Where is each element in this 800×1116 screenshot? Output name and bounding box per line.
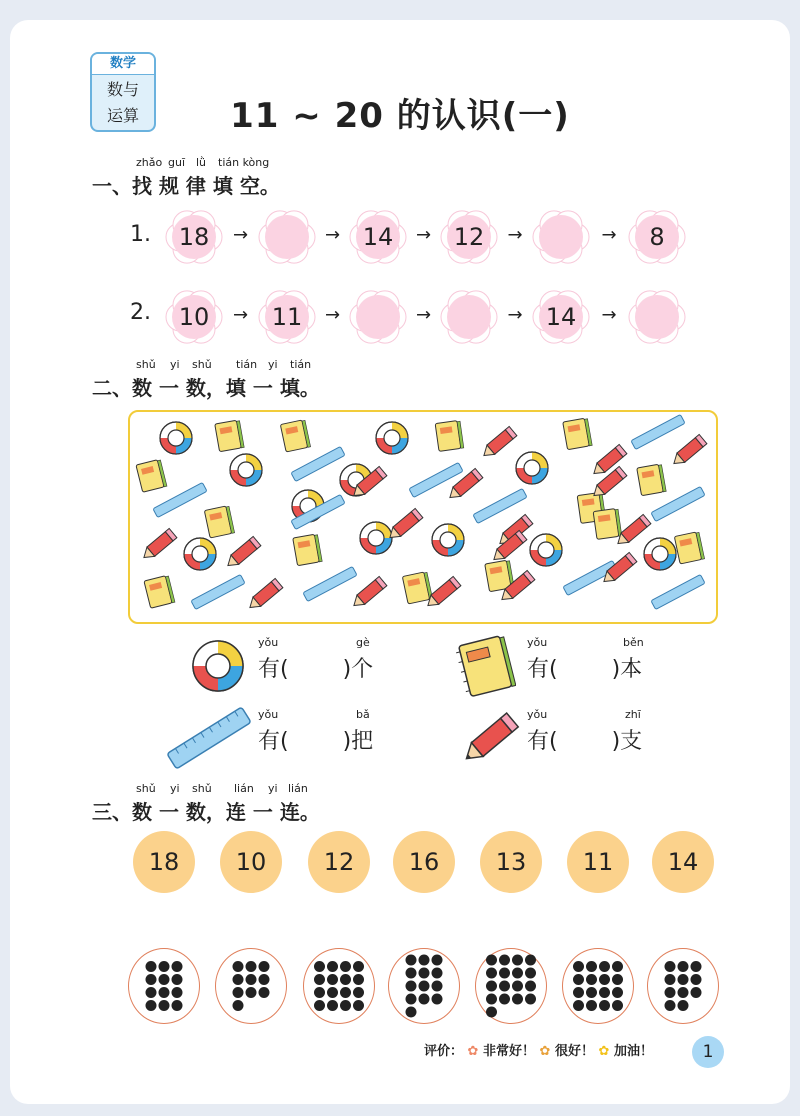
pinyin-you: yǒu xyxy=(258,636,279,649)
arrow-icon: → xyxy=(601,224,617,246)
pencil-icon xyxy=(670,434,707,468)
dot xyxy=(586,1000,597,1011)
dot xyxy=(512,968,523,979)
pencil-icon xyxy=(140,528,177,562)
notebook-icon xyxy=(293,534,322,566)
dot xyxy=(586,987,597,998)
dot-group[interactable] xyxy=(215,948,287,1024)
swim-ring-icon xyxy=(190,638,246,694)
dot xyxy=(525,968,536,979)
lion-icon: ✿ xyxy=(539,1044,551,1059)
ruler-icon xyxy=(651,574,705,609)
flower-number: 12 xyxy=(453,223,485,251)
notebook-icon xyxy=(637,464,666,496)
swim-ring-icon xyxy=(644,538,676,570)
dot xyxy=(353,974,364,985)
dot xyxy=(432,981,443,992)
dot xyxy=(419,981,430,992)
dot xyxy=(259,987,270,998)
swim-ring-icon xyxy=(376,422,408,454)
rating-keep-going[interactable]: 加油！ xyxy=(613,1044,653,1059)
number-circle[interactable]: 13 xyxy=(480,831,542,893)
dot xyxy=(259,974,270,985)
dot xyxy=(678,961,689,972)
dot xyxy=(573,974,584,985)
section2-pinyin-4: tián xyxy=(236,358,258,371)
dot xyxy=(573,961,584,972)
pinyin-ge: gè xyxy=(356,636,370,649)
objects-box xyxy=(128,410,718,624)
dot xyxy=(512,981,523,992)
count-prefix: 有( xyxy=(527,729,558,754)
dot xyxy=(691,987,702,998)
ruler-icon xyxy=(166,706,252,770)
dot xyxy=(353,961,364,972)
dot xyxy=(612,1000,623,1011)
count-prefix: 有( xyxy=(258,729,289,754)
dot xyxy=(314,1000,325,1011)
flower-number: 14 xyxy=(362,223,394,251)
dot xyxy=(327,1000,338,1011)
section2-pinyin-1: shǔ xyxy=(136,358,156,371)
number-circle[interactable]: 10 xyxy=(220,831,282,893)
pencil-icon xyxy=(460,708,522,768)
flower-cell[interactable] xyxy=(257,207,317,267)
notebook-icon xyxy=(136,459,167,492)
dot xyxy=(599,974,610,985)
flower-number: 14 xyxy=(545,303,577,331)
section1-pinyin-4: tián kòng xyxy=(218,156,270,169)
dot xyxy=(432,968,443,979)
ruler-icon xyxy=(191,574,245,609)
dot xyxy=(233,1000,244,1011)
flower-number: 18 xyxy=(178,223,210,251)
dot xyxy=(512,994,523,1005)
dot xyxy=(172,974,183,985)
rating-good[interactable]: 很好！ xyxy=(554,1044,594,1059)
dot xyxy=(599,961,610,972)
flower-cell[interactable] xyxy=(531,207,591,267)
notebook-icon xyxy=(593,508,622,539)
count-row-pencil xyxy=(527,708,643,755)
arrow-icon: → xyxy=(601,304,617,326)
dot xyxy=(599,987,610,998)
dot xyxy=(599,1000,610,1011)
row2-label: 2. xyxy=(130,300,151,325)
swim-ring-icon xyxy=(432,524,464,556)
notebook-icon xyxy=(280,419,310,452)
flower-number: 10 xyxy=(178,303,210,331)
dot xyxy=(172,1000,183,1011)
dot xyxy=(691,961,702,972)
dot-group[interactable] xyxy=(647,948,719,1024)
dot xyxy=(525,955,536,966)
dot xyxy=(406,955,417,966)
page-number: 1 xyxy=(692,1036,724,1068)
pencil-icon xyxy=(350,576,387,610)
section2-pinyin-2: yi xyxy=(170,358,180,371)
flower-cell[interactable] xyxy=(439,287,499,347)
arrow-icon: → xyxy=(507,224,523,246)
subject-tag-line1: 数与 xyxy=(106,80,139,99)
arrow-icon: → xyxy=(232,304,249,326)
dot xyxy=(353,987,364,998)
dot xyxy=(233,961,244,972)
dot xyxy=(327,987,338,998)
dot-group[interactable] xyxy=(388,948,460,1024)
arrow-icon: → xyxy=(507,304,523,326)
swim-ring-icon xyxy=(184,538,216,570)
dot xyxy=(233,974,244,985)
dot xyxy=(665,961,676,972)
dot xyxy=(406,1007,417,1018)
dot xyxy=(340,961,351,972)
flower-cell[interactable] xyxy=(348,287,408,347)
subject-tag-line2: 运算 xyxy=(106,106,139,125)
dot xyxy=(146,987,157,998)
section3-pinyin-4: lián xyxy=(234,782,254,795)
pencil-icon xyxy=(480,426,517,460)
arrow-icon: → xyxy=(415,304,432,326)
rating-very-good[interactable]: 非常好！ xyxy=(482,1044,535,1059)
dot xyxy=(612,961,623,972)
count-suffix: )把 xyxy=(342,729,374,754)
dot xyxy=(612,987,623,998)
notebook-icon xyxy=(563,418,592,450)
dot-group[interactable] xyxy=(303,948,375,1024)
rabbit-icon: ✿ xyxy=(467,1044,479,1059)
dot xyxy=(499,968,510,979)
dot xyxy=(314,961,325,972)
dot xyxy=(327,974,338,985)
dot xyxy=(159,1000,170,1011)
arrow-icon: → xyxy=(232,224,249,246)
number-circle[interactable]: 14 xyxy=(652,831,714,893)
section3-pinyin-6: lián xyxy=(288,782,308,795)
number-circle[interactable]: 16 xyxy=(393,831,455,893)
section3-label: 三、数 一 数，连 一 连。 xyxy=(92,800,320,824)
section2-pinyin-5: yi xyxy=(268,358,278,371)
dot xyxy=(327,961,338,972)
section1-heading xyxy=(92,156,280,199)
dot xyxy=(586,961,597,972)
subject-tag-top: 数学 xyxy=(92,54,154,75)
section3-pinyin-2: yi xyxy=(170,782,180,795)
notebook-icon xyxy=(456,632,516,698)
arrow-icon: → xyxy=(415,224,432,246)
notebook-icon xyxy=(144,575,175,608)
number-circle[interactable]: 12 xyxy=(308,831,370,893)
dot xyxy=(678,974,689,985)
dot xyxy=(486,955,497,966)
dot xyxy=(146,961,157,972)
dot-group[interactable] xyxy=(475,948,547,1024)
swim-ring-icon xyxy=(230,454,262,486)
ruler-icon xyxy=(291,446,345,481)
flower-number: 8 xyxy=(649,223,665,251)
dot xyxy=(486,968,497,979)
section3-pinyin-3: shǔ xyxy=(192,782,212,795)
dot xyxy=(691,974,702,985)
dot-group[interactable] xyxy=(562,948,634,1024)
pencil-icon xyxy=(246,578,283,612)
dot xyxy=(499,994,510,1005)
evaluation-label: 评价： xyxy=(424,1044,464,1059)
section1-pinyin-2: guī xyxy=(168,156,186,169)
dot xyxy=(419,994,430,1005)
section1-pinyin-1: zhǎo xyxy=(136,156,163,169)
pinyin-ba: bǎ xyxy=(356,708,370,721)
dot xyxy=(146,1000,157,1011)
dot xyxy=(678,1000,689,1011)
ruler-icon xyxy=(303,566,357,601)
chick-icon: ✿ xyxy=(598,1044,610,1059)
dot xyxy=(340,974,351,985)
dot xyxy=(406,994,417,1005)
notebook-icon xyxy=(674,531,704,564)
dot xyxy=(499,955,510,966)
flower-cell[interactable] xyxy=(627,287,687,347)
dot xyxy=(525,981,536,992)
dot xyxy=(419,968,430,979)
dot xyxy=(499,981,510,992)
dot xyxy=(340,987,351,998)
dot xyxy=(419,955,430,966)
dot xyxy=(665,974,676,985)
section2-heading xyxy=(92,358,320,401)
notebook-icon xyxy=(204,505,234,538)
dot xyxy=(665,987,676,998)
dot xyxy=(353,1000,364,1011)
dot xyxy=(525,994,536,1005)
notebook-icon xyxy=(402,571,432,604)
dot xyxy=(665,1000,676,1011)
pinyin-you: yǒu xyxy=(258,708,279,721)
dot xyxy=(486,994,497,1005)
dot xyxy=(586,974,597,985)
pencil-icon xyxy=(224,536,261,570)
dot xyxy=(146,974,157,985)
dot xyxy=(486,1007,497,1018)
swim-ring-icon xyxy=(160,422,192,454)
page-title: 11 ~ 20 的认识(一) xyxy=(230,96,570,136)
pinyin-zhi: zhī xyxy=(625,708,641,721)
dot xyxy=(159,974,170,985)
count-row-swim-ring xyxy=(258,636,374,683)
dot-group[interactable] xyxy=(128,948,200,1024)
ruler-icon xyxy=(473,488,527,523)
dot xyxy=(432,955,443,966)
dot xyxy=(233,987,244,998)
dot xyxy=(159,961,170,972)
dot xyxy=(486,981,497,992)
dot xyxy=(246,974,257,985)
swim-ring-icon xyxy=(530,534,562,566)
count-row-ruler xyxy=(258,708,374,755)
pinyin-ben: běn xyxy=(623,636,644,649)
dot xyxy=(678,987,689,998)
dot xyxy=(406,981,417,992)
number-circle[interactable]: 18 xyxy=(133,831,195,893)
ruler-icon xyxy=(631,414,685,449)
notebook-icon xyxy=(215,420,244,452)
flower-number: 11 xyxy=(271,303,303,331)
arrow-icon: → xyxy=(324,224,341,246)
dot xyxy=(314,974,325,985)
section1-pinyin-3: lǜ xyxy=(196,156,207,169)
dot xyxy=(259,961,270,972)
count-suffix: )个 xyxy=(342,657,374,682)
dot xyxy=(246,987,257,998)
evaluation-bar xyxy=(424,1040,653,1059)
section2-label: 二、数 一 数，填 一 填。 xyxy=(92,376,320,400)
dot xyxy=(512,955,523,966)
dot xyxy=(246,961,257,972)
dot xyxy=(573,1000,584,1011)
swim-ring-icon xyxy=(516,452,548,484)
swim-ring-icon xyxy=(360,522,392,554)
section2-pinyin-6: tián xyxy=(290,358,312,371)
pencil-icon xyxy=(386,508,423,542)
section3-pinyin-1: shǔ xyxy=(136,782,156,795)
arrow-icon: → xyxy=(324,304,341,326)
number-circle[interactable]: 11 xyxy=(567,831,629,893)
notebook-icon xyxy=(435,420,464,451)
count-row-notebook xyxy=(527,636,644,683)
dot xyxy=(314,987,325,998)
section3-heading xyxy=(92,782,320,825)
dot xyxy=(406,968,417,979)
count-suffix: )本 xyxy=(611,657,643,682)
pinyin-you: yǒu xyxy=(527,636,548,649)
count-suffix: )支 xyxy=(611,729,643,754)
section1-label: 一、找 规 律 填 空。 xyxy=(92,174,280,198)
dot xyxy=(573,987,584,998)
row1-label: 1. xyxy=(130,222,151,247)
dot xyxy=(612,974,623,985)
dot xyxy=(432,994,443,1005)
dot xyxy=(340,1000,351,1011)
count-prefix: 有( xyxy=(527,657,558,682)
pinyin-you: yǒu xyxy=(527,708,548,721)
dot xyxy=(159,987,170,998)
objects-illustration xyxy=(130,412,716,622)
dot xyxy=(172,987,183,998)
dot xyxy=(172,961,183,972)
count-prefix: 有( xyxy=(258,657,289,682)
section3-pinyin-5: yi xyxy=(268,782,278,795)
section2-pinyin-3: shǔ xyxy=(192,358,212,371)
